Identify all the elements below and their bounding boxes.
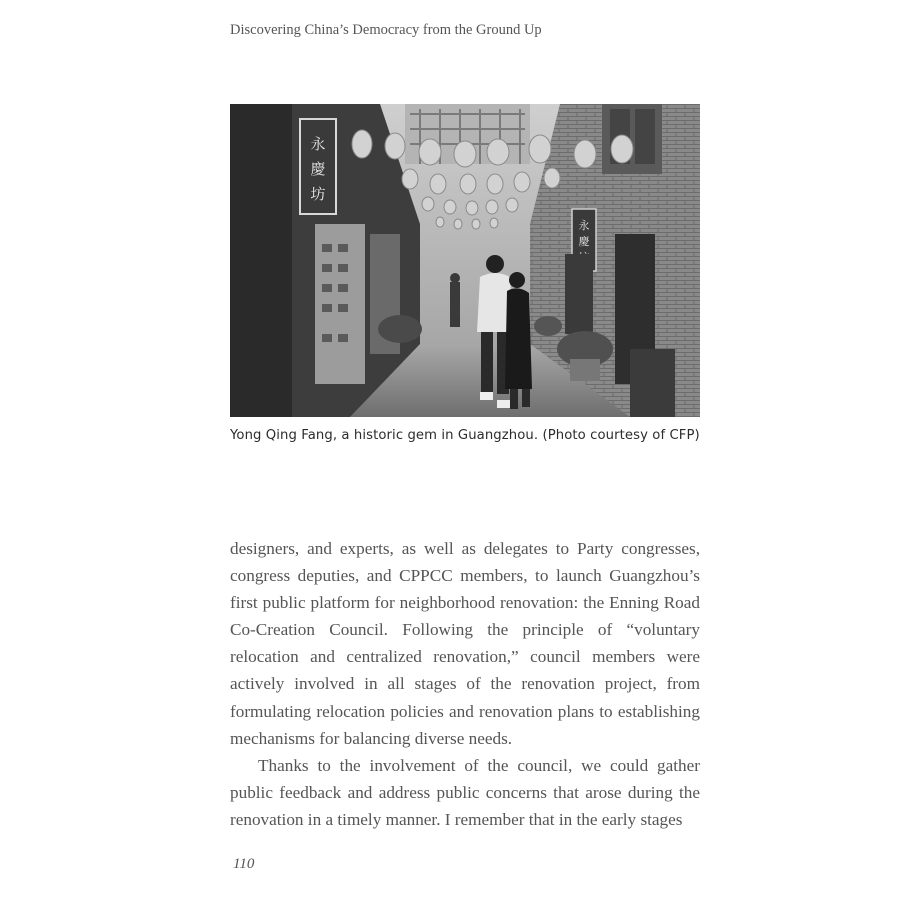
page-number: 110	[233, 856, 255, 872]
body-text	[230, 535, 700, 833]
sign-right-char-2: 慶	[578, 235, 590, 248]
sign-char-1: 永	[310, 135, 326, 153]
sign-right-char-1: 永	[578, 219, 590, 232]
sign-char-2: 慶	[310, 160, 326, 178]
street-photo	[230, 104, 700, 417]
sign-char-3: 坊	[310, 185, 326, 203]
figure-caption: Yong Qing Fang, a historic gem in Guangzhou. (Photo courtesy of CFP)	[230, 428, 700, 443]
paragraph-2: Thanks to the involvement of the council, we could gather public feedback and address public concerns that arose during the renovation in a timely manner. I remember that in the early stages	[230, 755, 700, 829]
running-head: Discovering China’s Democracy from the Ground Up	[230, 22, 542, 38]
paragraph-1: designers, and experts, as well as delegates to Party congresses, congress deputies, and CPPCC members, to launch Guangzhou’s first public platform for neighborhood renovation: the Enning Road Co-Creation Council. Following the principle of “voluntary relocation and centralized renovation,” council members were actively involved in all stages of the renovation project, from formulating relocation policies and renovation plans to establishing mechanisms for balancing diverse needs.	[230, 539, 700, 748]
